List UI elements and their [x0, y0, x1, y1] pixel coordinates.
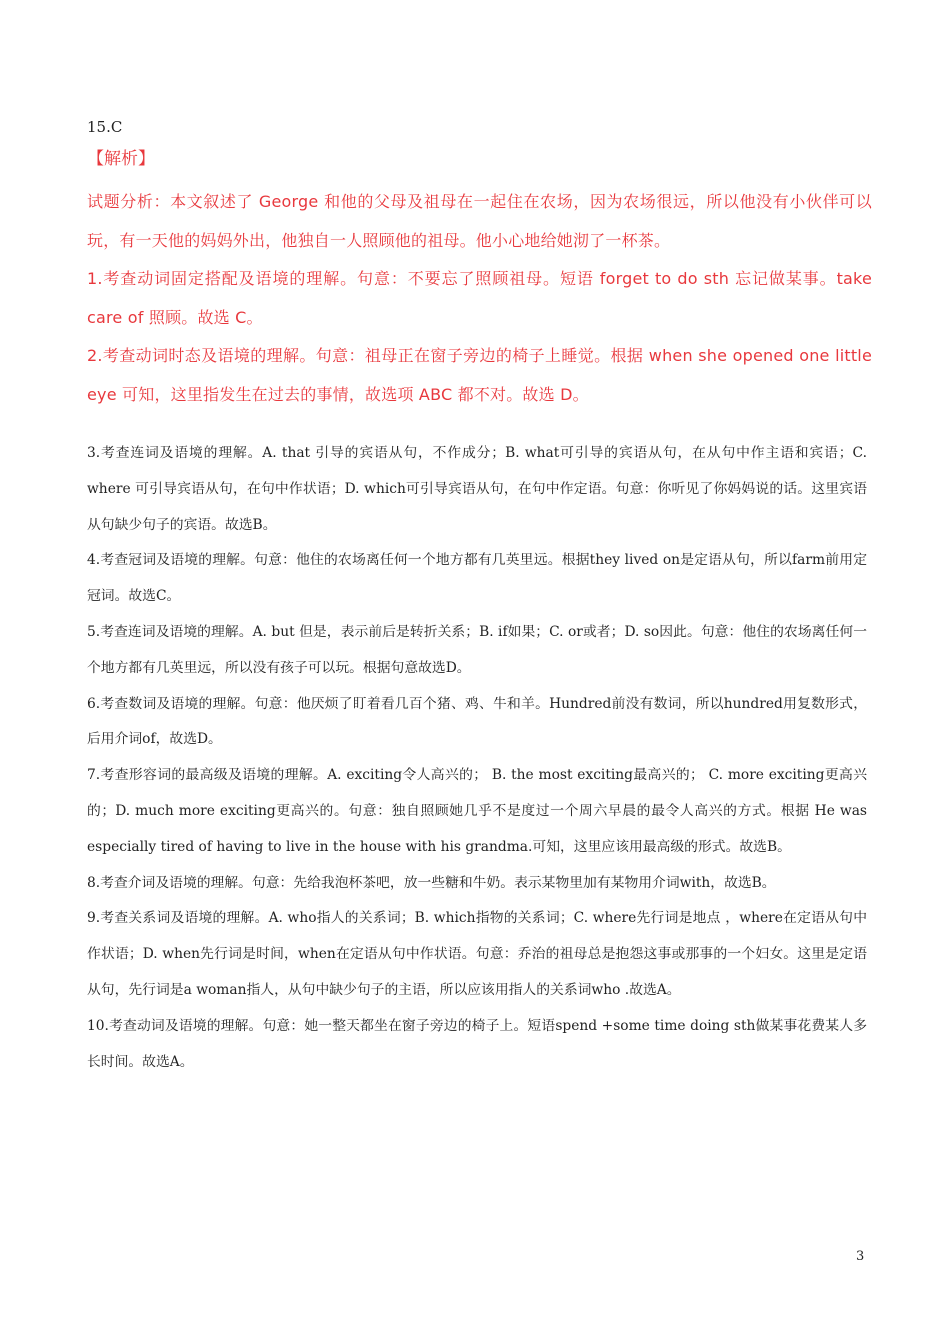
analysis-item-1: 1.考查动词固定搭配及语境的理解。句意：不要忘了照顾祖母。短语 forget to do sth 忘记做某事。take care of 照顾。故选 C。	[87, 269, 872, 327]
analysis-item-7: 7.考查形容词的最高级及语境的理解。A. exciting令人高兴的； B. the most exciting最高兴的； C. more exciting更高兴的；D. much more exciting更高兴的。句意：独自照顾她几乎不是度过一个周六早晨的最令人高兴的方式。根据 He was especially tired of having to live in the house with his grandma.可知，这里应该用最高级的形式。故选B。	[87, 767, 867, 855]
analysis-heading: 【解析】	[87, 149, 155, 169]
analysis-item-4: 4.考查冠词及语境的理解。句意：他住的农场离任何一个地方都有几英里远。根据they lived on是定语从句，所以farm前用定冠词。故选C。	[87, 552, 867, 605]
analysis-item-6: 6.考查数词及语境的理解。句意：他厌烦了盯着看几百个猪、鸡、牛和羊。Hundred前没有数词，所以hundred用复数形式，后用介词of，故选D。	[87, 695, 867, 748]
page-number: 3	[856, 1249, 865, 1264]
analysis-item-3: 3.考查连词及语境的理解。A. that 引导的宾语从句，不作成分；B. what可引导的宾语从句，在从句中作主语和宾语；C. where 可引导宾语从句，在句中作状语；D. which可引导宾语从句，在句中作定语。句意：你听见了你妈妈说的话。这里宾语从句缺少句子的宾语。故选B。	[87, 445, 867, 533]
analysis-item-8: 8.考查介词及语境的理解。句意：先给我泡杯茶吧，放一些糖和牛奶。表示某物里加有某物用介词with，故选B。	[87, 874, 776, 891]
analysis-item-10: 10.考查动词及语境的理解。句意：她一整天都坐在窗子旁边的椅子上。短语spend +some time doing sth做某事花费某人多长时间。故选A。	[87, 1017, 867, 1070]
analysis-red-section	[87, 183, 872, 414]
analysis-summary-paragraph: 试题分析：本文叙述了 George 和他的父母及祖母在一起住在农场，因为农场很远，所以他没有小伙伴可以玩，有一天他的妈妈外出，他独自一人照顾他的祖母。他小心地给她沏了一杯茶。	[87, 192, 872, 250]
analysis-item-2: 2.考查动词时态及语境的理解。句意：祖母正在窗子旁边的椅子上睡觉。根据 when she opened one little eye 可知，这里指发生在过去的事情，故选项 ABC 都不对。故选 D。	[87, 346, 872, 404]
analysis-black-section	[87, 436, 867, 1080]
analysis-item-9: 9.考查关系词及语境的理解。A. who指人的关系词；B. which指物的关系词；C. where先行词是地点 ，where在定语从句中作状语；D. when先行词是时间，when在定语从句中作状语。句意：乔治的祖母总是抱怨这事或那事的一个妇女。这里是定语从句，先行词是a woman指人，从句中缺少句子的主语，所以应该用指人的关系词who .故选A。	[87, 910, 867, 998]
analysis-item-5: 5.考查连词及语境的理解。A. but 但是，表示前后是转折关系；B. if如果；C. or或者；D. so因此。句意：他住的农场离任何一个地方都有几英里远，所以没有孩子可以玩。根据句意故选D。	[87, 623, 867, 676]
answer-label: 15.C	[87, 118, 123, 136]
